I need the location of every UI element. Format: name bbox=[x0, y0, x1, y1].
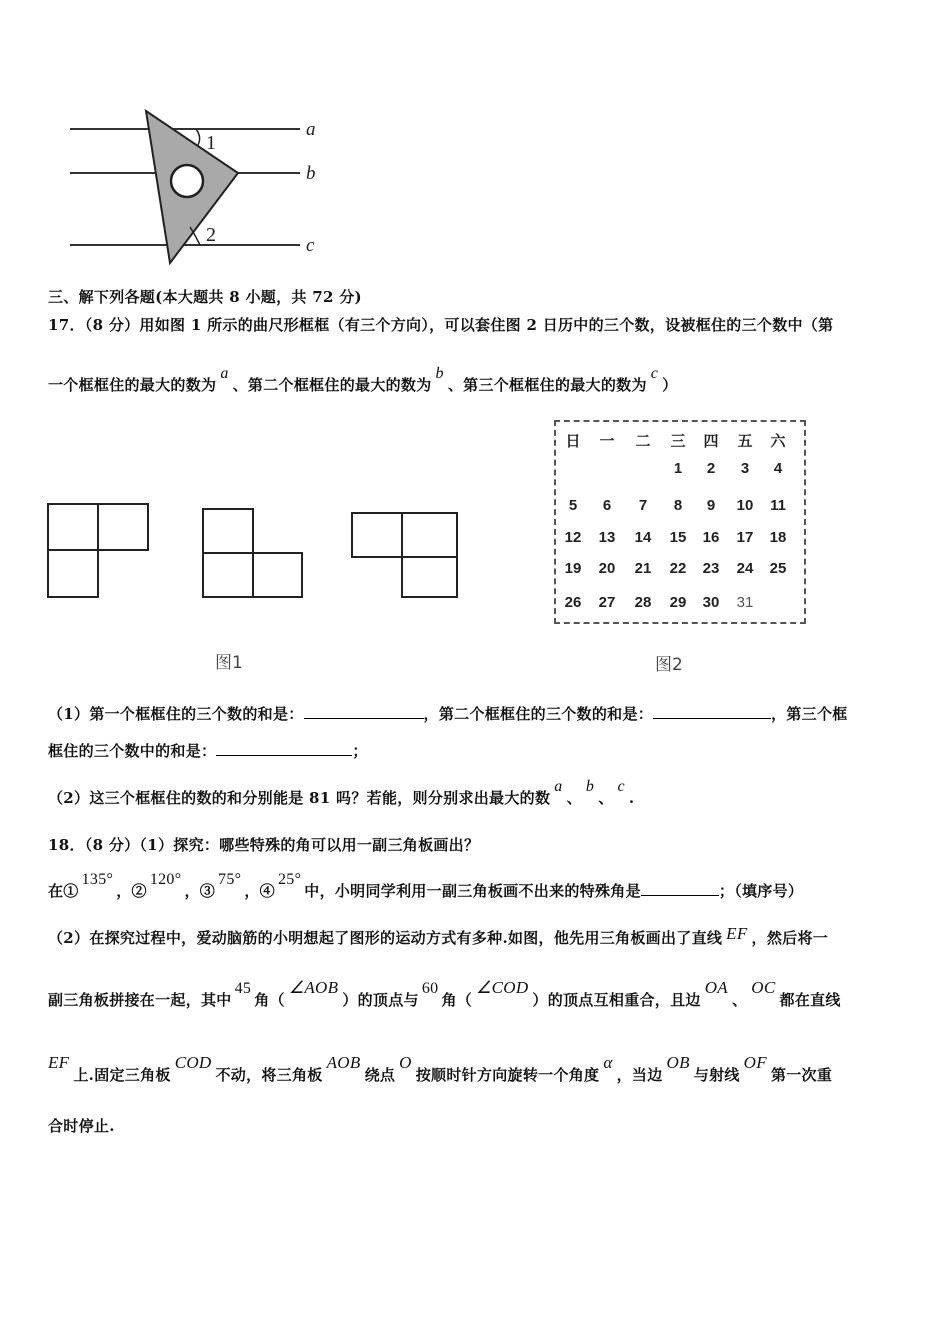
angle1-arc bbox=[196, 129, 200, 145]
answer-blank-3[interactable] bbox=[216, 741, 352, 756]
q18-l3-b: ，然后将一 bbox=[751, 929, 829, 947]
q17-p2-a: （2）这三个框框住的数的和分别能是 81 吗？若能，则分别求出最大的数 bbox=[48, 789, 551, 807]
calendar-day: 6 bbox=[602, 497, 612, 514]
angle-75: 75° bbox=[218, 871, 242, 888]
q18-l5-a: 上.固定三角板 bbox=[73, 1066, 171, 1084]
p2-var-a: a bbox=[554, 778, 563, 795]
calendar-day: 21 bbox=[634, 560, 652, 577]
calendar-day: 1 bbox=[673, 460, 683, 477]
q17-p2-end: . bbox=[628, 789, 635, 807]
q17-line2-a: 一个框框住的最大的数为 bbox=[48, 376, 217, 394]
q18-l4-g: 都在直线 bbox=[779, 991, 841, 1009]
q18-l2-end: ；（填序号） bbox=[718, 882, 804, 900]
calendar-grid bbox=[556, 422, 804, 622]
q18-l2-pre: 在① bbox=[48, 882, 79, 900]
triangle-COD: COD bbox=[174, 1053, 212, 1072]
calendar-day: 23 bbox=[702, 560, 720, 577]
q17-part1-line1 bbox=[48, 703, 848, 724]
calendar-day: 25 bbox=[769, 560, 787, 577]
q18-l4-e: ）的顶点互相重合，且边 bbox=[532, 991, 701, 1009]
label-a: a bbox=[306, 119, 316, 140]
p2-var-b: b bbox=[585, 778, 595, 795]
calendar-header: 一 bbox=[599, 432, 615, 450]
angle-AOB: ∠AOB bbox=[288, 978, 339, 997]
side-OC: OC bbox=[751, 978, 776, 997]
calendar-day: 27 bbox=[598, 594, 616, 611]
calendar-header: 二 bbox=[635, 432, 651, 450]
q18-l2-c2: ，③ bbox=[184, 882, 216, 900]
q18-l5-c: 绕点 bbox=[364, 1066, 396, 1084]
q18-l2-c3: ，④ bbox=[244, 882, 275, 900]
section-heading: 三、解下列各题(本大题共 8 小题，共 72 分) bbox=[48, 288, 362, 306]
calendar-day: 31 bbox=[736, 594, 754, 611]
angle-25: 25° bbox=[277, 871, 302, 888]
calendar-day: 29 bbox=[669, 594, 687, 611]
point-O: O bbox=[399, 1053, 412, 1072]
calendar-day: 4 bbox=[773, 460, 783, 477]
calendar-header: 三 bbox=[670, 432, 686, 450]
q18-line2 bbox=[48, 871, 804, 901]
q17-p1-c: ，第三个框 bbox=[771, 705, 848, 723]
calendar-day: 26 bbox=[564, 594, 582, 611]
calendar-day: 10 bbox=[736, 497, 754, 514]
calendar-day: 11 bbox=[770, 497, 786, 514]
calendar-header: 六 bbox=[770, 432, 786, 450]
calendar-day: 15 bbox=[669, 529, 687, 546]
answer-blank-4[interactable] bbox=[641, 881, 719, 896]
parallel-lines-figure bbox=[60, 105, 340, 270]
frame-2 bbox=[203, 509, 302, 597]
num-45: 45 bbox=[234, 980, 252, 997]
q17-p1-end: ； bbox=[352, 742, 368, 760]
q17-line2 bbox=[48, 365, 678, 395]
calendar-header: 五 bbox=[737, 432, 753, 450]
q17-part1-line2 bbox=[48, 740, 368, 761]
calendar-day: 17 bbox=[736, 529, 754, 546]
q18-l5-e: ，当边 bbox=[616, 1066, 663, 1084]
label-1: 1 bbox=[206, 132, 216, 154]
label-b: b bbox=[306, 163, 316, 184]
calendar-day: 7 bbox=[638, 497, 648, 514]
side-OA: OA bbox=[704, 978, 728, 997]
calendar-day: 8 bbox=[673, 497, 683, 514]
frame-3 bbox=[352, 513, 457, 597]
calendar-day: 24 bbox=[736, 560, 754, 577]
q18-l4-c: ）的顶点与 bbox=[342, 991, 419, 1009]
angle-120: 120° bbox=[149, 871, 182, 888]
var-a: a bbox=[220, 365, 229, 382]
calendar-day: 5 bbox=[568, 497, 578, 514]
q17-p2-sep2: 、 bbox=[598, 789, 614, 807]
p2-var-c: c bbox=[617, 778, 625, 795]
calendar-day: 13 bbox=[598, 529, 616, 546]
label-2: 2 bbox=[206, 224, 216, 246]
calendar-day: 9 bbox=[706, 497, 716, 514]
q18-l5-g: 第一次重 bbox=[770, 1066, 833, 1084]
calendar-day: 3 bbox=[740, 460, 750, 477]
q17-line2-end: ） bbox=[662, 376, 678, 394]
fig1-caption: 图1 bbox=[215, 653, 243, 673]
calendar-header: 四 bbox=[703, 432, 719, 450]
answer-blank-2[interactable] bbox=[653, 704, 771, 719]
q18-l2-c1: ，② bbox=[116, 882, 147, 900]
q18-line1: 18．（8 分）（1）探究：哪些特殊的角可以用一副三角板画出？ bbox=[48, 836, 480, 854]
q17-part2 bbox=[48, 778, 635, 808]
calendar-day: 30 bbox=[702, 594, 720, 611]
q18-l3-a: （2）在探究过程中，爱动脑筋的小明想起了图形的运动方式有多种.如图，他先用三角板画出了直线 bbox=[48, 929, 723, 947]
q17-line2-c: 、第三个框框住的最大的数为 bbox=[447, 376, 647, 394]
angle-alpha: α bbox=[603, 1053, 613, 1072]
var-c: c bbox=[650, 365, 659, 382]
calendar-day: 19 bbox=[564, 560, 582, 577]
q17-line1: 17．（8 分）用如图 1 所示的曲尺形框框（有三个方向），可以套住图 2 日历中的三个数，设被框住的三个数中（第 bbox=[48, 316, 834, 334]
calendar-day: 28 bbox=[634, 594, 652, 611]
figure1-frames bbox=[40, 495, 470, 605]
angle-135: 135° bbox=[81, 871, 114, 888]
calendar-day: 22 bbox=[669, 560, 687, 577]
answer-blank-1[interactable] bbox=[304, 704, 424, 719]
q18-l4-d: 角（ bbox=[441, 991, 473, 1009]
calendar-day: 18 bbox=[769, 529, 787, 546]
label-c: c bbox=[306, 235, 315, 256]
q17-p2-sep1: 、 bbox=[566, 789, 582, 807]
q18-l2-mid: 中，小明同学利用一副三角板画不出来的特殊角是 bbox=[304, 882, 641, 900]
q18-l5-f: 与射线 bbox=[693, 1066, 740, 1084]
calendar bbox=[554, 420, 806, 624]
triangle-AOB: AOB bbox=[326, 1053, 361, 1072]
side-OB: OB bbox=[666, 1053, 690, 1072]
fig2-caption: 图2 bbox=[655, 655, 683, 675]
q18-l5-b: 不动，将三角板 bbox=[215, 1066, 323, 1084]
q18-l4-f: 、 bbox=[731, 991, 748, 1009]
calendar-header: 日 bbox=[565, 432, 581, 450]
var-EF: EF bbox=[726, 924, 748, 943]
angle-COD: ∠COD bbox=[476, 978, 529, 997]
frame-1 bbox=[48, 504, 148, 597]
num-60: 60 bbox=[421, 980, 439, 997]
q18-line4 bbox=[48, 978, 841, 1010]
calendar-day: 12 bbox=[564, 529, 582, 546]
q18-line3 bbox=[48, 924, 829, 948]
calendar-day: 16 bbox=[702, 529, 720, 546]
line-EF: EF bbox=[48, 1053, 70, 1072]
q18-l4-b: 角（ bbox=[254, 991, 285, 1009]
ray-OF: OF bbox=[743, 1053, 767, 1072]
calendar-day: 2 bbox=[706, 460, 716, 477]
q17-line2-b: 、第二个框框住的最大的数为 bbox=[232, 376, 432, 394]
calendar-day: 20 bbox=[598, 560, 616, 577]
calendar-day: 14 bbox=[634, 529, 652, 546]
triangle-hole bbox=[171, 165, 203, 197]
q18-l5-d: 按顺时针方向旋转一个角度 bbox=[415, 1066, 600, 1084]
q18-l4-a: 副三角板拼接在一起，其中 bbox=[48, 991, 232, 1009]
q17-p1-a: （1）第一个框框住的三个数的和是： bbox=[48, 705, 304, 723]
q18-line6: 合时停止. bbox=[48, 1117, 115, 1135]
var-b: b bbox=[435, 365, 444, 382]
q17-p1-b: ，第二个框框住的三个数的和是： bbox=[423, 705, 654, 723]
q17-p1-d: 框住的三个数中的和是： bbox=[48, 742, 217, 760]
q18-line5 bbox=[48, 1053, 833, 1085]
